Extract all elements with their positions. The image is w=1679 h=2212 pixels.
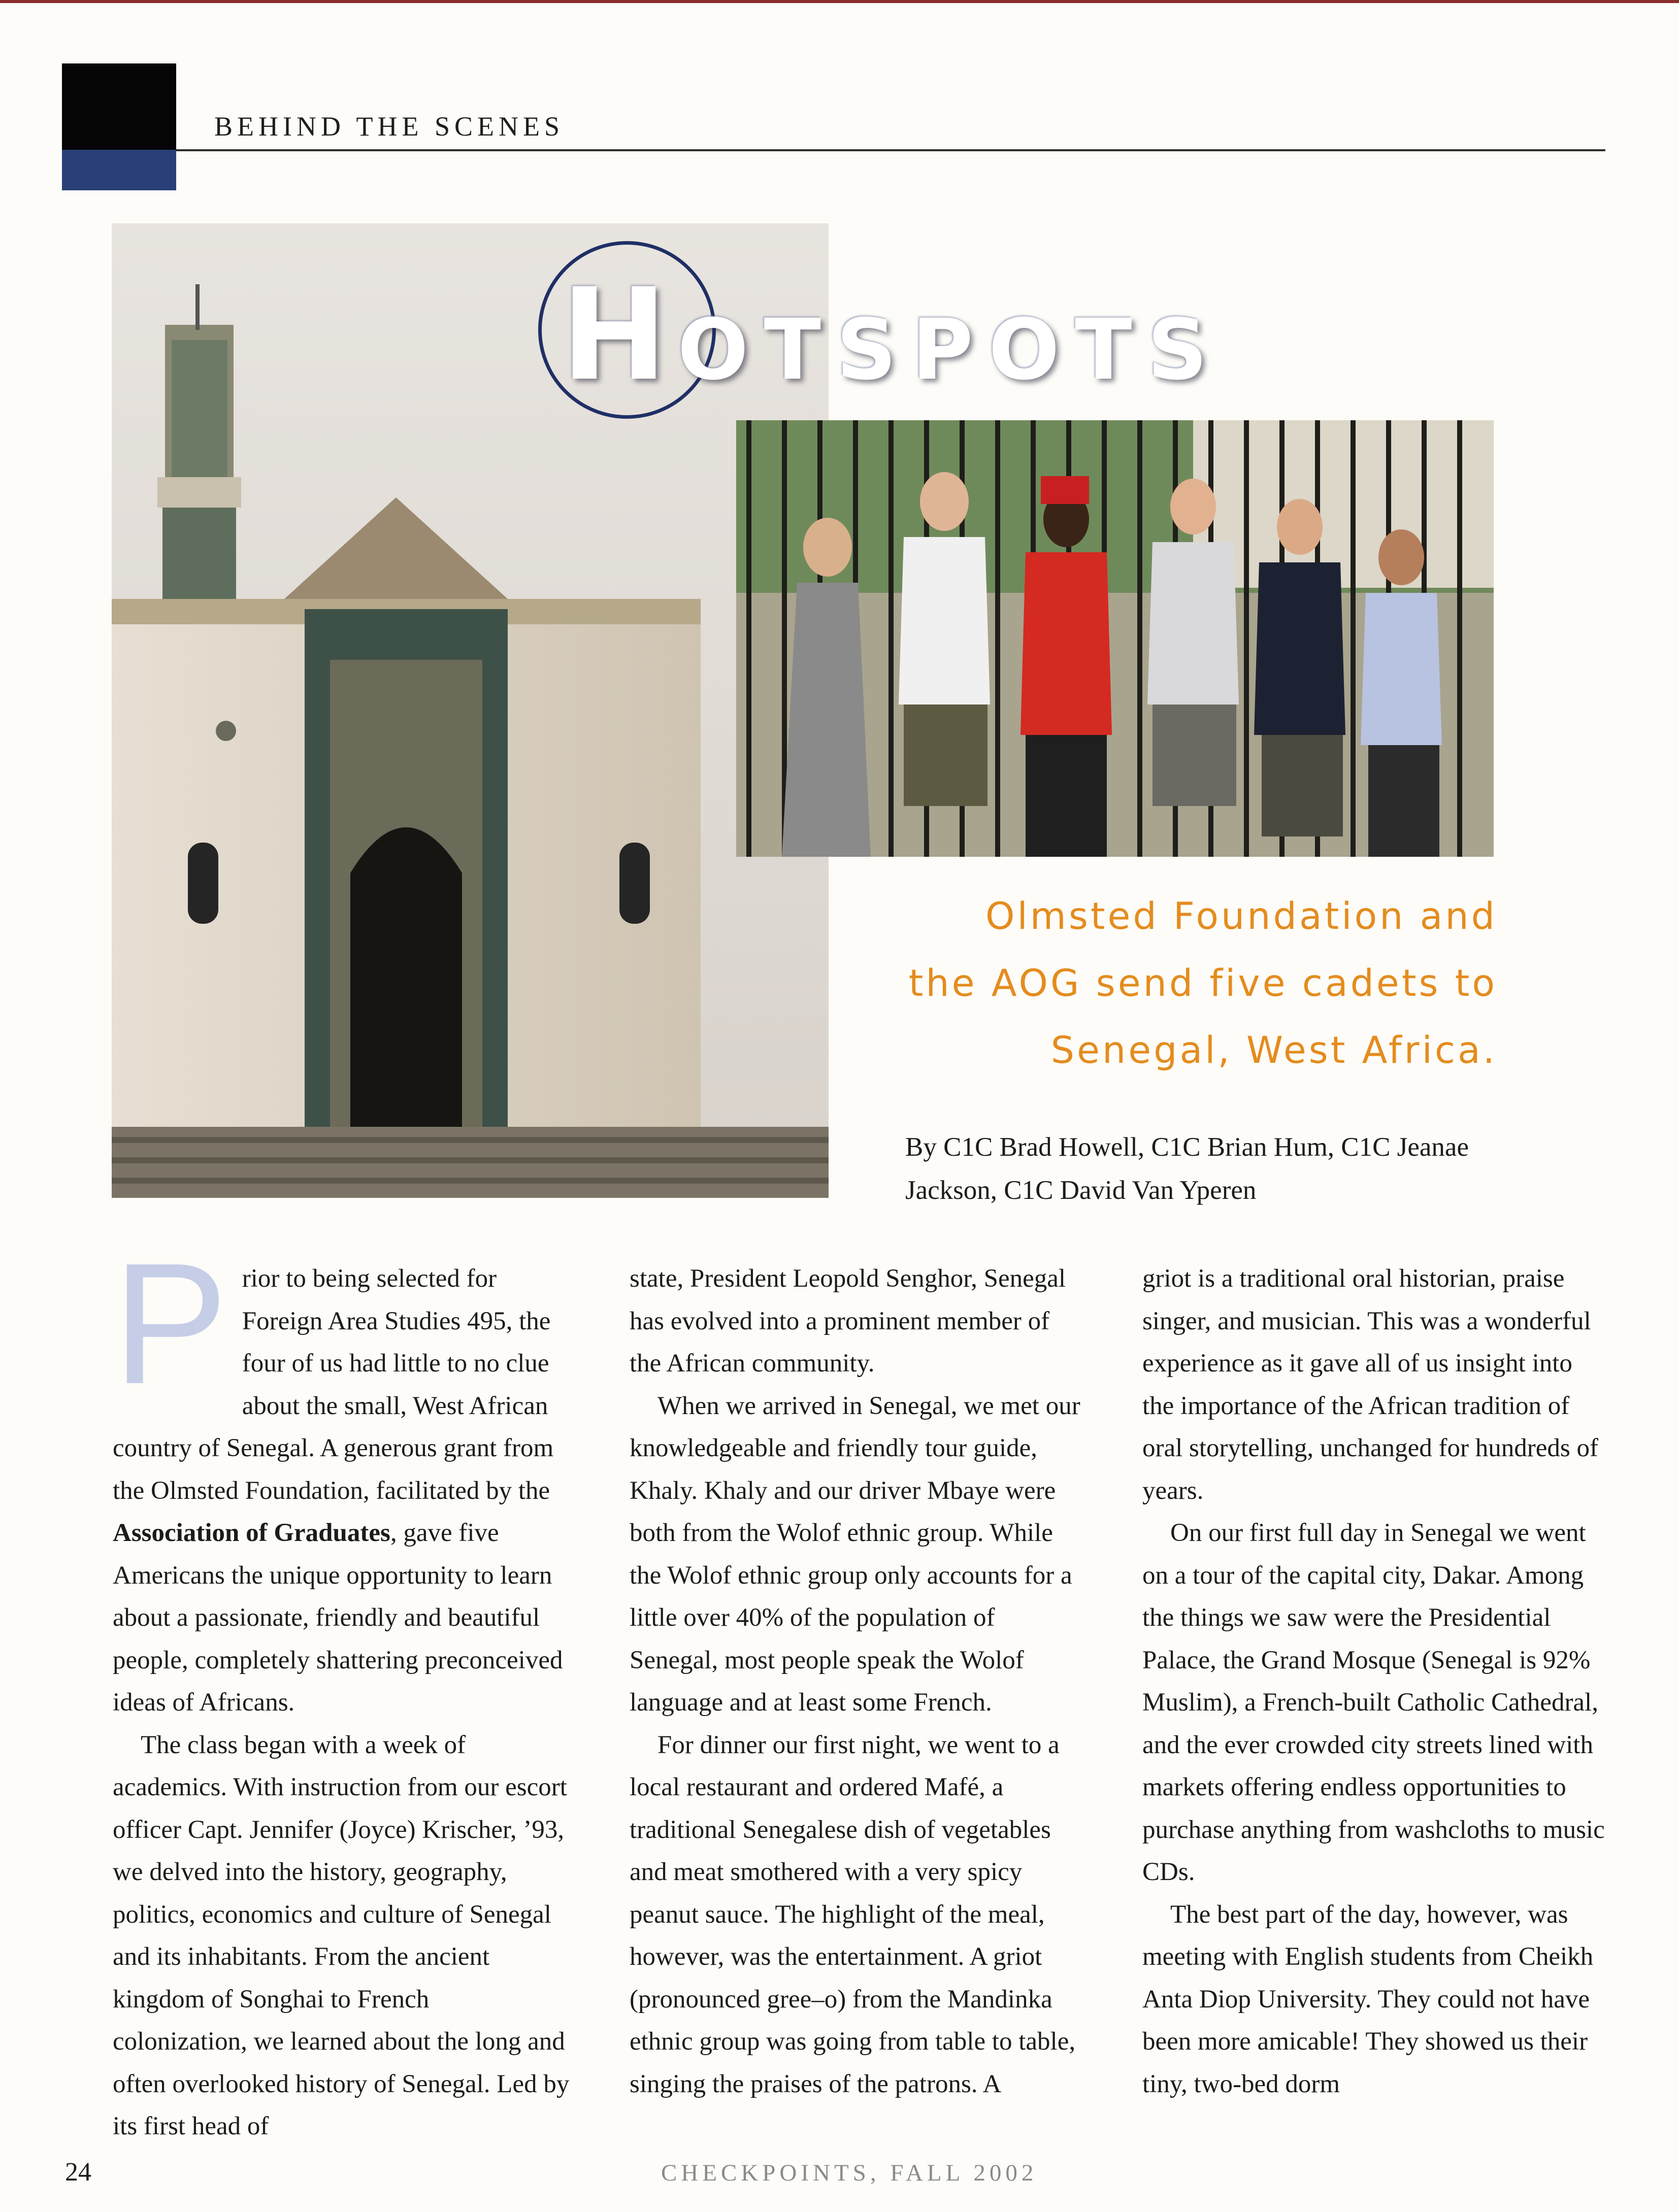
- body-paragraph: On our first full day in Senegal we went on a tour of the capital city, Dakar. Among the things we saw were the Presidential Palace, the Grand Mosque (Senegal is 92% Muslim), a French-built Catholic Cathedral, and the ever crowded city streets lined with markets offering endless opportunities to purchase anything from washcloths to music CDs.: [1142, 1519, 1605, 1886]
- header-blue-block: [62, 150, 176, 190]
- article-subtitle: [786, 883, 1497, 1084]
- subtitle-line: the AOG send five cadets to: [908, 962, 1497, 1005]
- body-column-3: [1142, 1258, 1609, 2105]
- body-paragraph: state, President Leopold Senghor, Senegal has evolved into a prominent member of the African community.: [630, 1264, 1066, 1378]
- byline-line: Jackson, C1C David Van Yperen: [905, 1176, 1257, 1205]
- association-of-graduates-link-text: Association of Graduates: [113, 1519, 390, 1547]
- page-number: 24: [65, 2158, 91, 2187]
- byline: [905, 1126, 1515, 1212]
- section-label: BEHIND THE SCENES: [214, 111, 565, 142]
- drop-cap: P: [113, 1227, 228, 1420]
- top-edge-line: [0, 0, 1679, 3]
- subtitle-line: Senegal, West Africa.: [1050, 1029, 1497, 1072]
- body-column-2: [630, 1258, 1087, 2105]
- title-rest: OTSPOTS: [677, 301, 1223, 398]
- publication-footer: CHECKPOINTS, FALL 2002: [661, 2160, 1038, 2186]
- body-paragraph: griot is a traditional oral historian, praise singer, and musician. This was a wonderful experience as it gave all of us insight into the importance of the African tradition of oral storytelling, unchanged for hundreds of years.: [1142, 1264, 1598, 1505]
- body-paragraph: The class began with a week of academics. With instruction from our escort officer Capt. Jennifer (Joyce) Krischer, ’93, we delved into the history, geography, politics, economics and culture of Senegal and its inhabitants. From the ancient kingdom of Songhai to French colonization, we learned about the long and often overlooked history of Senegal. Led by its first head of: [113, 1730, 570, 2140]
- header-rule: [176, 149, 1605, 151]
- group-photo: [736, 420, 1494, 857]
- body-paragraph: When we arrived in Senegal, we met our knowledgeable and friendly tour guide, Khaly. Khaly and our driver Mbaye were both from the Wolof ethnic group. While the Wolof ethnic group only accounts for a little over 40% of the population of Senegal, most people speak the Wolof language and at least some French.: [630, 1391, 1080, 1717]
- header-black-block: [62, 63, 176, 150]
- body-paragraph: Prior to being selected for Foreign Area Studies 495, the four of us had little to no clue about the small, West African country of Senegal. A generous grant from the Olmsted Foundation, facilitated by the Association of Graduates, gave five Americans the unique opportunity to learn about a passionate, friendly and beautiful people, completely shattering preconceived ideas of Africans.: [113, 1227, 563, 1717]
- body-paragraph: For dinner our first night, we went to a local restaurant and ordered Mafé, a traditional Senegalese dish of vegetables and meat smothered with a very spicy peanut sauce. The highlight of the meal, however, was the entertainment. A griot (pronounced gree–o) from the Mandinka ethnic group was going from table to table, singing the praises of the patrons. A: [630, 1730, 1076, 2098]
- byline-line: By C1C Brad Howell, C1C Brian Hum, C1C Jeanae: [905, 1132, 1469, 1162]
- subtitle-line: Olmsted Foundation and: [985, 895, 1497, 938]
- body-paragraph: The best part of the day, however, was meeting with English students from Cheikh Anta Diop University. They could not have been more amicable! They showed us their tiny, two-bed dorm: [1142, 1900, 1594, 2098]
- title-initial: H: [561, 261, 668, 409]
- article-title: [561, 261, 1223, 409]
- body-column-1: [113, 1227, 570, 2148]
